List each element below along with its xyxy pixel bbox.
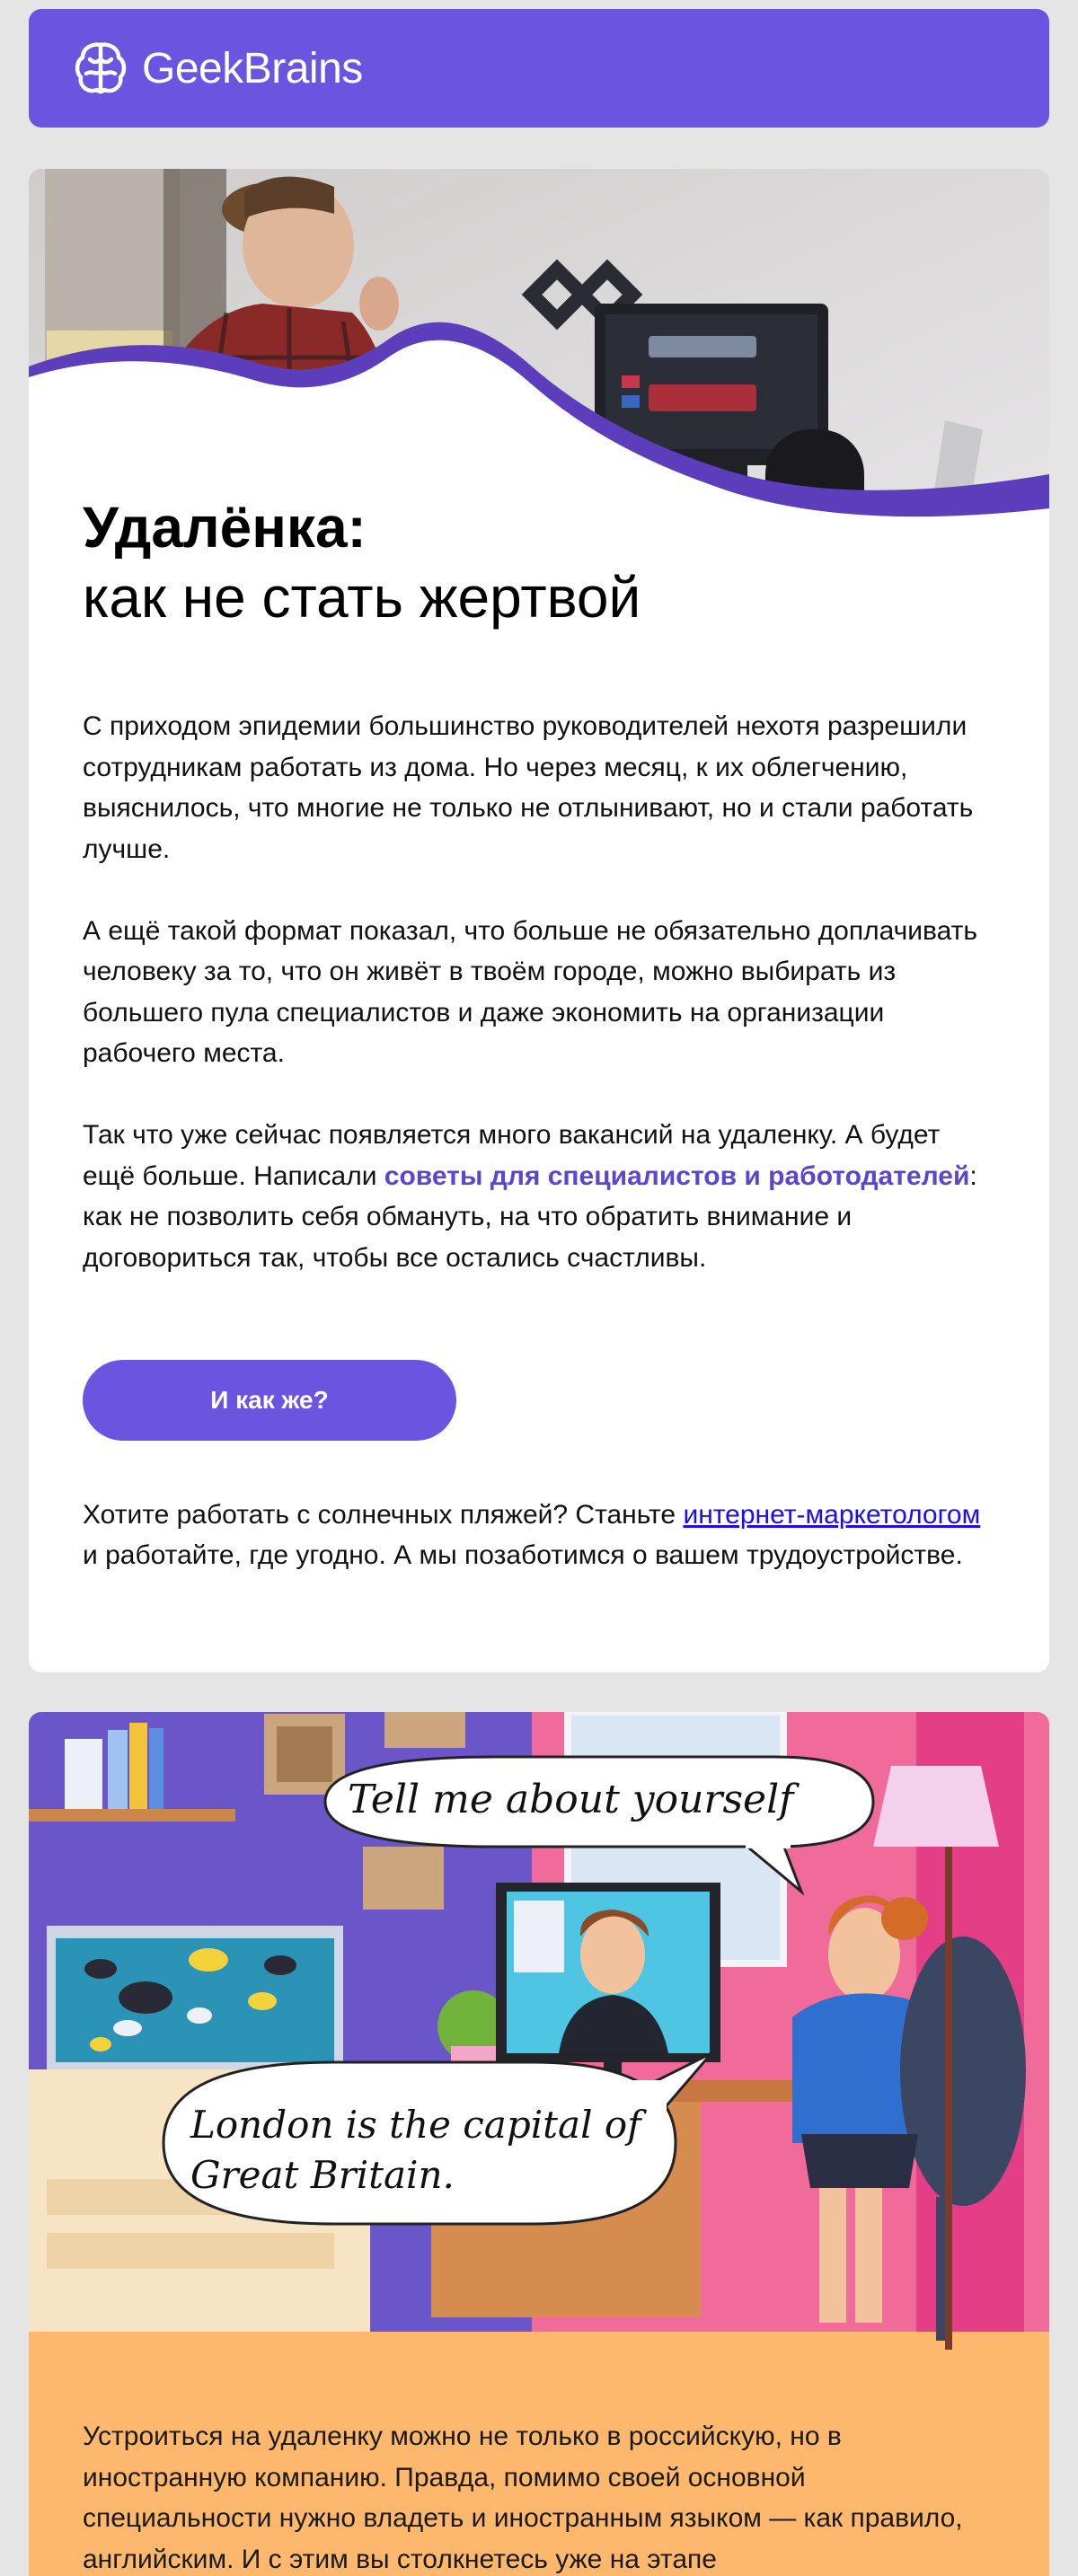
title-subtitle: как не стать жертвой (83, 565, 641, 630)
brain-icon (72, 40, 129, 97)
paragraph-3-text-start: Так что уже сейчас появляется много вакансий на удаленку. А будет ещё больше. Написали (83, 1120, 941, 1191)
bubble-2-line-1: London is the capital of (190, 2103, 641, 2147)
bubble-2-line-2: Great Britain. (190, 2153, 455, 2197)
bubble-1-text: Tell me about yourself (348, 1777, 794, 1822)
interview-illustration (29, 1712, 1049, 2368)
paragraph-3-text-end: : как не позволить себя обмануть, на что обратить внимание и договориться так, чтобы все остались счастливы. (83, 1160, 977, 1273)
article-title (83, 492, 641, 632)
paragraph-1: С приходом эпидемии большинство руководителей нехотя разрешили сотрудникам работать из дома. Но через месяц, к их облегчению, выяснилось, что многие не только не отлынивают, но и стали работать лучше. (83, 711, 974, 864)
header-banner (29, 9, 1049, 128)
foreign-company-paragraph: Устроиться на удаленку можно не только в российскую, но в иностранную компанию. Правда, помимо своей основной специальности нужно владеть и иностранным языком — как правило, английским. И с этим вы столкнетесь уже на этапе (83, 2422, 963, 2574)
paragraph-4-text-end: и работайте, где угодно. А мы позаботимся о вашем трудоустройстве. (83, 1540, 963, 1570)
title-bold: Удалёнка: (83, 495, 367, 560)
paragraph-3 (83, 1115, 999, 1278)
brand-name: GeekBrains (142, 44, 363, 93)
internet-marketer-link[interactable]: интернет-маркетологом (683, 1500, 981, 1530)
logo[interactable] (72, 40, 363, 97)
article-body (83, 706, 999, 1319)
read-more-button[interactable]: И как же? (83, 1360, 456, 1441)
paragraph-2: А ещё такой формат показал, что больше не обязательно доплачивать человеку за то, что он живёт в твоём городе, можно выбирать из большего пула специалистов и даже экономить на организации рабочего места. (83, 915, 977, 1068)
article-card-foreign-company (29, 1712, 1049, 2576)
article-card-remote-work (29, 169, 1049, 1672)
paragraph-4 (83, 1495, 999, 1575)
paragraph-4-text-start: Хотите работать с солнечных пляжей? Станьте (83, 1500, 684, 1530)
tips-highlight-link[interactable]: советы для специалистов и работодателей (384, 1160, 970, 1191)
